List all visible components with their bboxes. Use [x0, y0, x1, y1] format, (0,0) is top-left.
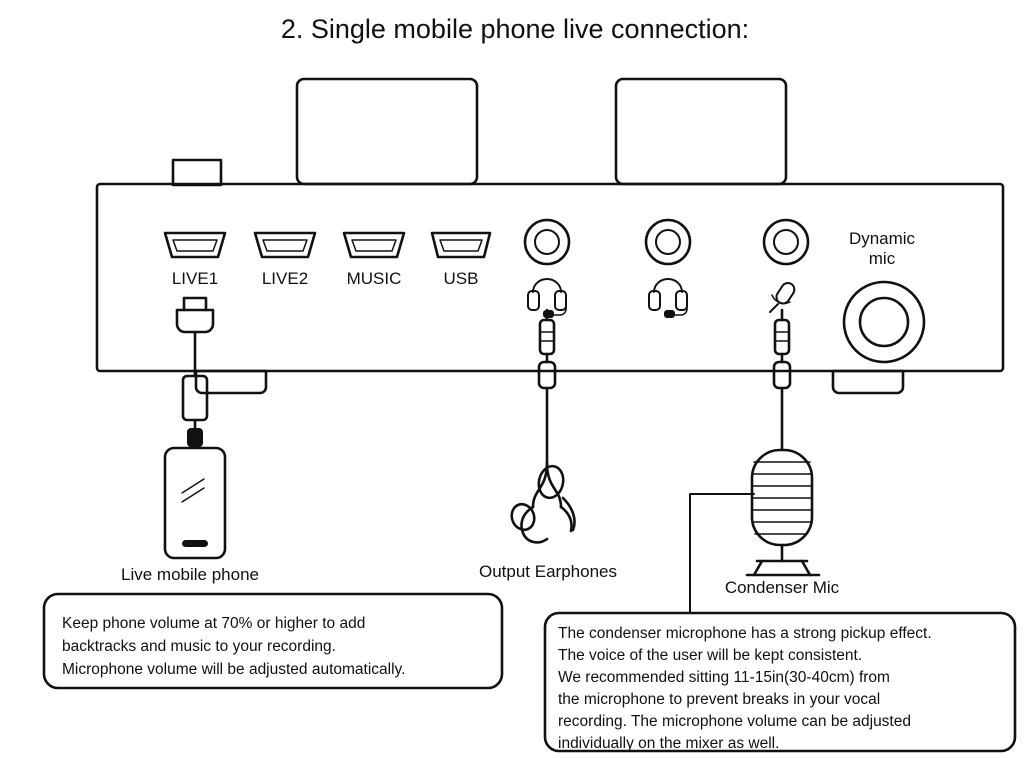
note-left: [44, 594, 502, 688]
note-left-line-1: Keep phone volume at 70% or higher to add: [62, 615, 366, 632]
condenser-mic-label: Condenser Mic: [724, 578, 840, 597]
port-label-live1: LIVE1: [171, 269, 219, 288]
headset-jack[interactable]: [525, 220, 569, 264]
note-right-line-4: the microphone to prevent breaks in your vocal: [558, 691, 881, 708]
note-right-line-1: The condenser microphone has a strong pickup effect.: [558, 625, 932, 642]
condenser-mic: [747, 450, 819, 575]
dynamic-mic-label-line2: mic: [868, 249, 896, 268]
note-right: [545, 613, 1015, 752]
phone-label: Live mobile phone: [121, 565, 259, 584]
microphone-icon: [770, 281, 797, 312]
headphones-jack[interactable]: [646, 220, 690, 264]
microphone-jack[interactable]: [764, 220, 808, 264]
port-label-usb: USB: [443, 269, 479, 288]
top-device-left: [297, 79, 477, 184]
page-title: 2. Single mobile phone live connection:: [280, 14, 750, 44]
condenser-mic-cable: [774, 310, 790, 450]
dynamic-mic-label-line1: Dynamic: [848, 229, 916, 248]
mobile-phone: [165, 448, 225, 558]
dynamic-mic-knob[interactable]: [844, 282, 924, 362]
port-live1[interactable]: [165, 233, 225, 288]
headphones-icon: [649, 279, 687, 317]
note-right-line-2: The voice of the user will be kept consistent.: [558, 647, 863, 664]
port-usb[interactable]: [432, 233, 490, 288]
port-label-live2: LIVE2: [261, 269, 309, 288]
note-right-line-3: We recommended sitting 11-15in(30-40cm) from: [558, 669, 890, 686]
note-right-line-5: recording. The microphone volume can be adjusted: [558, 713, 911, 730]
top-device-right: [616, 79, 786, 184]
port-music[interactable]: [344, 233, 404, 288]
port-live2[interactable]: [255, 233, 315, 288]
note-left-line-3: Microphone volume will be adjusted automatically.: [62, 661, 406, 678]
port-label-music: MUSIC: [346, 269, 402, 288]
earphones: [508, 310, 574, 542]
earphones-label: Output Earphones: [479, 562, 617, 581]
note-right-line-6: individually on the mixer as well.: [558, 735, 780, 752]
note-left-line-2: backtracks and music to your recording.: [62, 638, 336, 655]
